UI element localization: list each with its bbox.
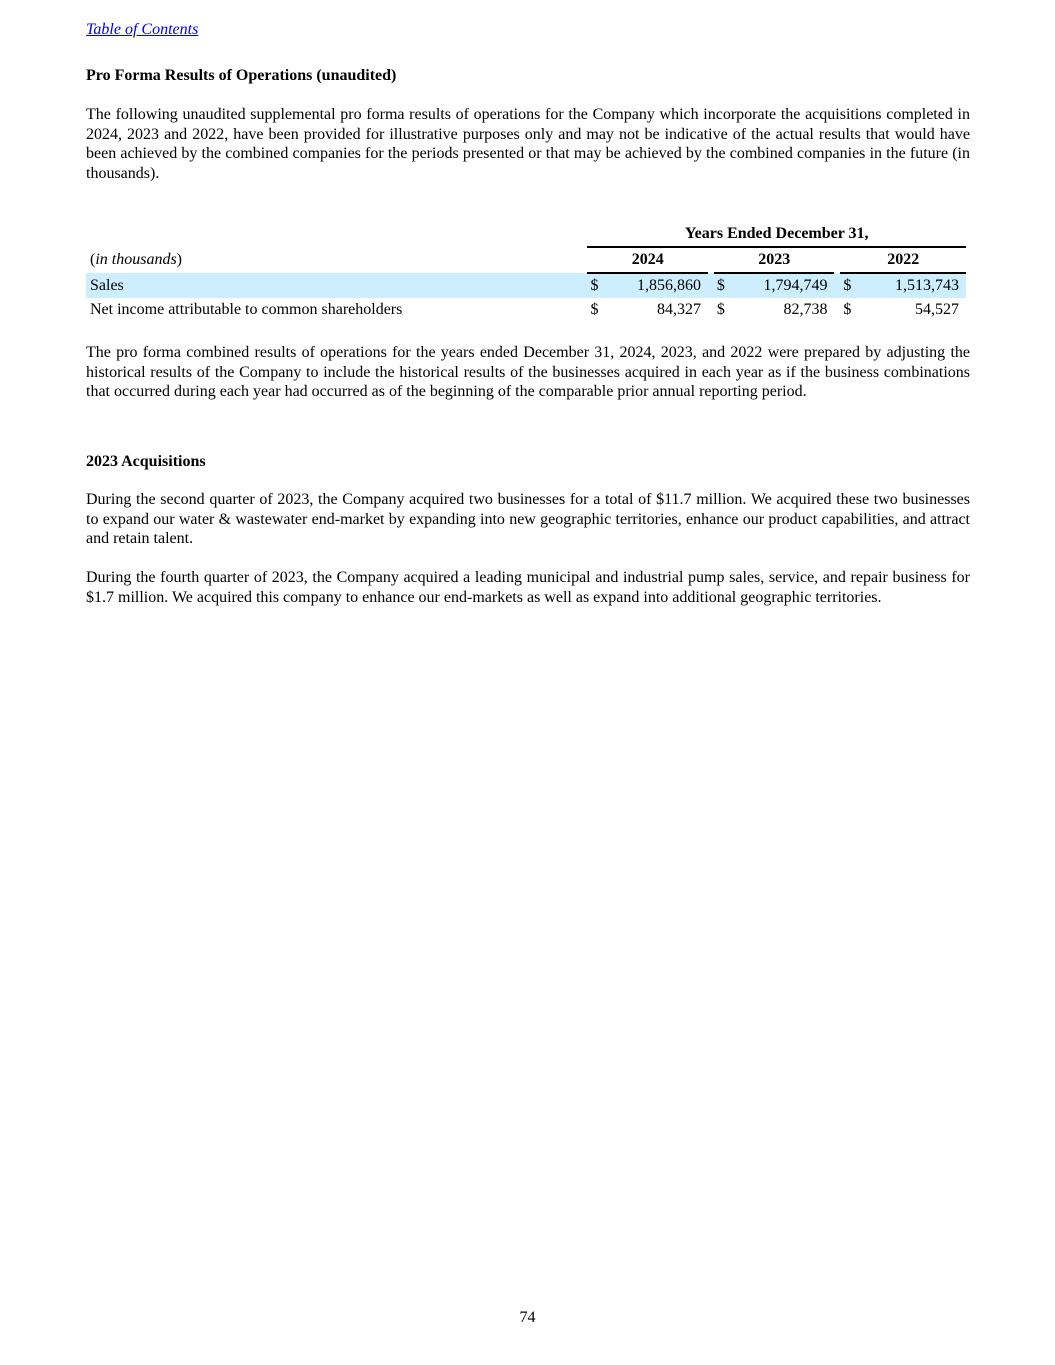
page-number: 74 xyxy=(519,1309,536,1326)
table-of-contents-link[interactable]: Table of Contents xyxy=(86,21,199,38)
pro-forma-intro-paragraph: The following unaudited supplemental pro forma results of operations for the Company which incorporate the acquisitions completed in 2024, 2023 and 2022, have been provided for illustrative purposes only and may not be indicative of the actual results that would have been achieved by the combined companies for the periods presented or that may be achieved by the combined companies in the future (in thousands). xyxy=(86,106,970,182)
row-label: Net income attributable to common shareholders xyxy=(90,301,403,319)
value-cell: 84,327 xyxy=(657,301,701,319)
acquisitions-paragraph-q4: During the fourth quarter of 2023, the Company acquired a leading municipal and industrial pump sales, service, and repair business for $1.7 million. We acquired this company to enhance our end-markets as well as expand into additional geographic territories. xyxy=(86,569,970,606)
currency-symbol: $ xyxy=(843,301,852,319)
table-header-row-span xyxy=(86,222,966,247)
currency-symbol: $ xyxy=(714,273,739,298)
acquisitions-paragraph-q2: During the second quarter of 2023, the Company acquired two businesses for a total of $11.7 million. We acquired these two businesses to expand our water & wastewater end-market by expanding into new geographic territories, enhance our product capabilities, and attract and retain talent. xyxy=(86,491,970,547)
table-header-row-years xyxy=(86,247,966,273)
section-heading-2023-acquisitions: 2023 Acquisitions xyxy=(86,453,206,470)
currency-symbol: $ xyxy=(590,301,599,319)
pro-forma-table xyxy=(86,222,966,322)
year-header: 2023 xyxy=(714,247,835,273)
value-cell: 1,794,749 xyxy=(739,273,835,298)
section-heading-pro-forma: Pro Forma Results of Operations (unaudited) xyxy=(86,67,397,84)
units-label: (in thousands) xyxy=(90,251,182,269)
currency-symbol: $ xyxy=(587,273,612,298)
years-ended-header: Years Ended December 31, xyxy=(587,222,966,247)
currency-symbol: $ xyxy=(716,301,725,319)
table-row-sales xyxy=(86,273,966,298)
value-cell: 54,527 xyxy=(915,301,959,319)
value-cell: 82,738 xyxy=(783,301,828,319)
value-cell: 1,856,860 xyxy=(612,273,708,298)
table-row-net-income xyxy=(86,298,966,322)
year-header: 2024 xyxy=(587,247,708,273)
year-header: 2022 xyxy=(840,247,966,273)
row-label: Sales xyxy=(86,273,587,298)
currency-symbol: $ xyxy=(840,273,865,298)
value-cell: 1,513,743 xyxy=(865,273,966,298)
pro-forma-explanation-paragraph: The pro forma combined results of operations for the years ended December 31, 2024, 2023, and 2022 were prepared by adjusting the historical results of the Company to include the historical results of the businesses acquired in each year as if the business combinations that occurred during each year had occurred as of the beginning of the comparable prior annual reporting period. xyxy=(86,344,970,400)
